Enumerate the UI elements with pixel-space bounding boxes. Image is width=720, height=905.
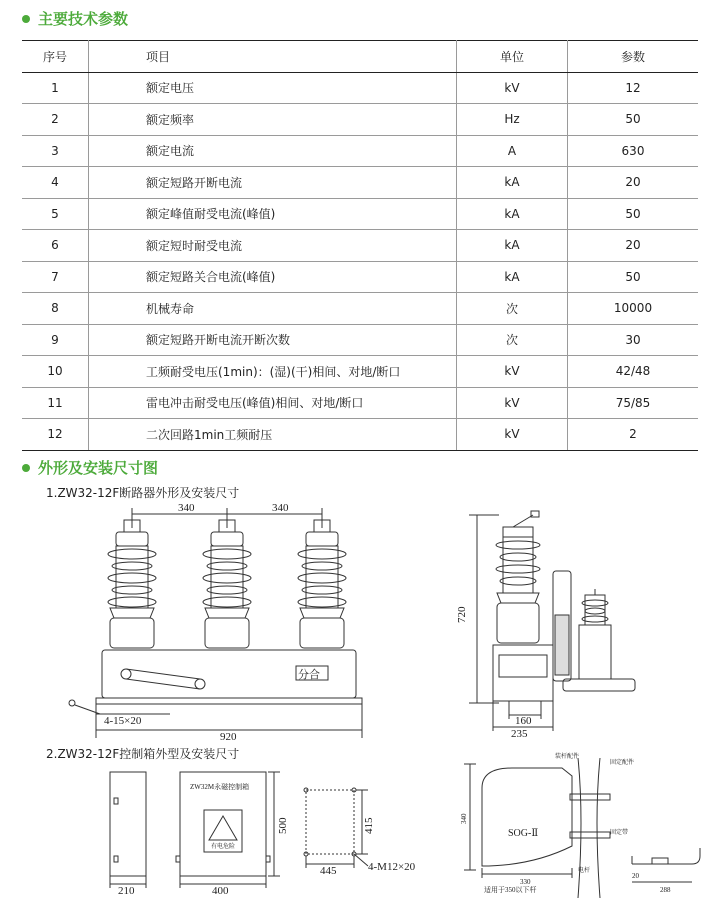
dim-base-outer: 235 [511,728,528,740]
cell-unit: kV [457,387,568,419]
cell-unit: kV [457,419,568,451]
cell-no: 10 [22,356,89,388]
cell-value: 30 [568,324,699,356]
bullet-icon [22,15,30,23]
cell-no: 5 [22,198,89,230]
col-header-unit: 单位 [457,41,568,73]
cell-item: 额定峰值耐受电流(峰值) [89,198,457,230]
cell-item: 工频耐受电压(1min)：(湿)(干)相间、对地/断口 [89,356,457,388]
table-row [22,261,698,293]
cell-no: 2 [22,104,89,136]
label-pole: 电杆 [578,868,591,874]
dim-holes: 4-15×20 [104,715,142,727]
table-header-row [22,41,698,73]
bracket-label: SOG-Ⅱ [508,828,539,839]
cell-unit: Hz [457,104,568,136]
cell-no: 7 [22,261,89,293]
cell-item: 额定短路关合电流(峰值) [89,261,457,293]
cell-value: 20 [568,230,699,262]
table-row [22,387,698,419]
cell-unit: kA [457,261,568,293]
cell-unit: 次 [457,293,568,325]
warning-label: 有电危险 [211,844,236,850]
breaker-side-view-drawing [455,505,650,745]
table-row [22,72,698,104]
dim-base-inner: 160 [515,715,532,727]
dim-spacing-right: 340 [272,502,289,514]
bracket-dim-h: 340 [460,813,468,824]
table-row [22,419,698,451]
insulator-pole-2 [203,520,251,648]
dim-spacing-left: 340 [178,502,195,514]
section-title-params: 主要技术参数 [38,10,129,28]
section-title-dimensions: 外形及安装尺寸图 [38,459,159,477]
breaker-front-view-drawing [60,498,390,743]
dim-mount-h: 415 [363,817,375,834]
cell-unit: kA [457,198,568,230]
dim-mount-w: 445 [320,865,337,877]
col-header-item: 项目 [89,41,457,73]
cell-item: 二次回路1min工频耐压 [89,419,457,451]
table-row [22,198,698,230]
cell-item: 额定短路开断电流开断次数 [89,324,457,356]
dim-width-box: 400 [212,885,229,897]
dim-height-box: 500 [277,817,289,834]
table-row [22,104,698,136]
cell-unit: A [457,135,568,167]
dim-height: 720 [456,606,468,623]
table-row [22,135,698,167]
pole-bracket-drawing [460,752,710,902]
cell-no: 1 [22,72,89,104]
label-fixed-band: 固定带 [610,830,629,836]
section-header-dimensions [22,457,158,478]
cell-value: 2 [568,419,699,451]
box-title: ZW32M永磁控制箱 [190,783,250,791]
cell-unit: kA [457,167,568,199]
label-note: 适用于350以下杆 [484,886,537,894]
cell-no: 12 [22,419,89,451]
cell-value: 630 [568,135,699,167]
figure1-caption: 1.ZW32-12F断路器外形及安装尺寸 [46,486,240,500]
dim-bolts: 4-M12×20 [368,861,416,873]
cell-no: 6 [22,230,89,262]
cell-value: 20 [568,167,699,199]
clip-dim-a: 20 [632,872,639,880]
table-row [22,324,698,356]
col-header-value: 参数 [568,41,699,73]
cell-unit: kA [457,230,568,262]
cell-value: 42/48 [568,356,699,388]
cell-no: 4 [22,167,89,199]
cell-item: 额定短路开断电流 [89,167,457,199]
section-header-params [22,8,128,29]
bracket-dim-w: 330 [520,878,531,886]
cell-no: 3 [22,135,89,167]
cell-no: 9 [22,324,89,356]
parameters-table [22,40,698,451]
switch-label: 分合 [298,669,320,681]
table-row [22,293,698,325]
insulator-pole-1 [108,520,156,648]
control-box-drawing [100,762,445,902]
cell-no: 8 [22,293,89,325]
cell-item: 额定短时耐受电流 [89,230,457,262]
cell-unit: kV [457,72,568,104]
cell-value: 50 [568,104,699,136]
dim-width: 920 [220,731,237,743]
col-header-no: 序号 [22,41,89,73]
cell-item: 额定电流 [89,135,457,167]
cell-unit: kV [457,356,568,388]
cell-value: 12 [568,72,699,104]
cell-unit: 次 [457,324,568,356]
cell-no: 11 [22,387,89,419]
clip-dim-b: 288 [660,886,671,894]
table-row [22,230,698,262]
cell-item: 额定频率 [89,104,457,136]
cell-value: 10000 [568,293,699,325]
table-row [22,356,698,388]
dim-depth: 210 [118,885,135,897]
table-row [22,167,698,199]
cell-item: 雷电冲击耐受电压(峰值)相间、对地/断口 [89,387,457,419]
label-fixed-parts: 固定配件 [610,760,635,766]
cell-item: 额定电压 [89,72,457,104]
warning-icon [209,816,237,840]
figure2-caption: 2.ZW32-12F控制箱外型及安装尺寸 [46,747,240,761]
label-install: 装杆配件 [555,754,580,760]
cell-item: 机械寿命 [89,293,457,325]
cell-value: 75/85 [568,387,699,419]
insulator-pole-3 [298,520,346,648]
bullet-icon [22,464,30,472]
cell-value: 50 [568,261,699,293]
cell-value: 50 [568,198,699,230]
